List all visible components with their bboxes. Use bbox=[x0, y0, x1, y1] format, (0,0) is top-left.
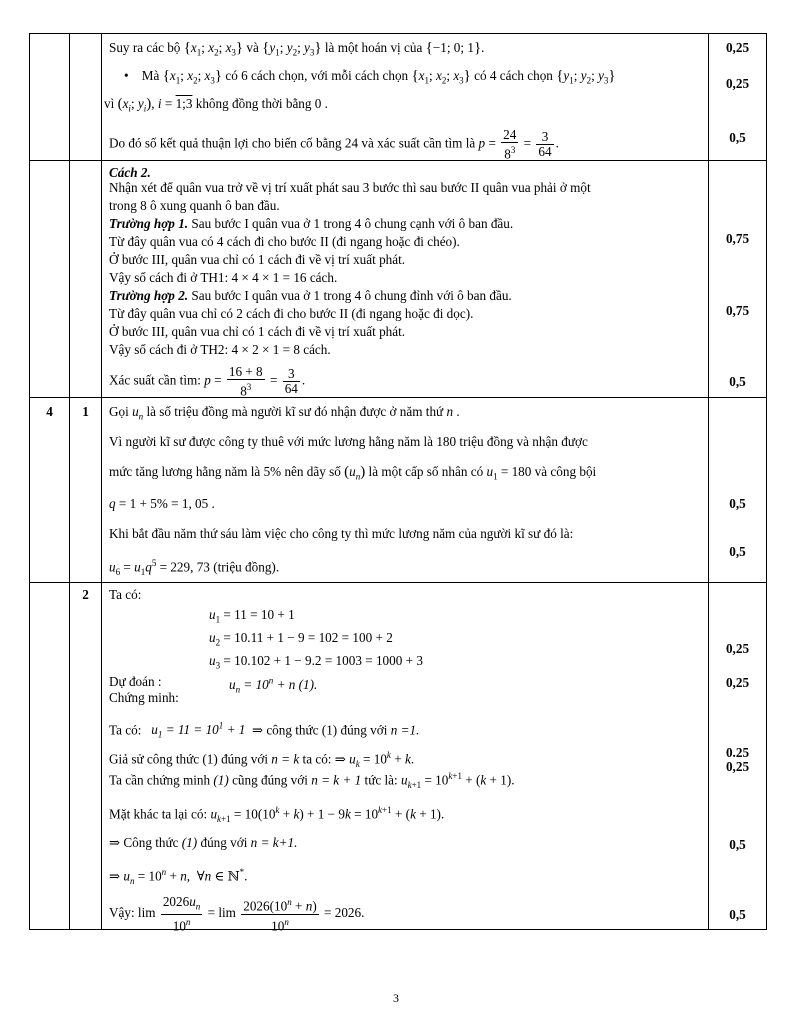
solution-line: vì ($x_i$; $y_i$), i = 1;3 không đồng thời bằng 0 . bbox=[104, 96, 328, 114]
solution-line: trong 8 ô xung quanh ô ban đầu. bbox=[109, 198, 280, 213]
solution-line: Ta có: bbox=[109, 587, 142, 602]
score: 0,5 bbox=[729, 374, 746, 389]
score: 0,25 bbox=[725, 76, 750, 91]
score: 0,25 bbox=[725, 40, 750, 55]
method-title: Cách 2. bbox=[109, 165, 151, 180]
solution-line: Chứng minh: bbox=[109, 690, 179, 705]
solution-line: Suy ra các bộ {$x_1$; $x_2$; $x_3$} và {$y_1$; $y_2$; $y_3$} là một hoán vị của {−1; 0; 1}. bbox=[109, 40, 485, 58]
score: 0,5 bbox=[729, 544, 746, 559]
solution-line: Ta cần chứng minh (1) cũng đúng với n = k + 1 tức là: $u_{k+1} = 10^{k+1} + (k + 1)$. bbox=[109, 771, 515, 791]
score: 0,5 bbox=[729, 907, 746, 922]
part-number: 2 bbox=[82, 587, 89, 602]
solution-line: Mặt khác ta lại có: $u_{k+1} = 10(10^k + k) + 1 - 9k = 10^{k+1} + (k + 1)$. bbox=[109, 805, 445, 825]
solution-line: Vì người kĩ sư được công ty thuê với mức lương hằng năm là 180 triệu đồng và nhận được bbox=[109, 434, 588, 449]
solution-line: $u_2 = 10.11 + 1 - 9 = 102 = 100 + 2$ bbox=[209, 630, 393, 648]
solution-line: Từ đây quân vua có 4 cách đi cho bước II (đi ngang hoặc đi chéo). bbox=[109, 234, 460, 249]
solution-line: $u_1 = 11 = 10 + 1$ bbox=[209, 607, 295, 625]
score: 0,5 bbox=[729, 496, 746, 511]
solution-line: $u_n = 10^n + n$ (1). bbox=[229, 676, 318, 696]
solution-line: Ở bước III, quân vua chỉ có 1 cách đi về vị trí xuất phát. bbox=[109, 252, 406, 267]
solution-line: Vậy: lim $\frac{2026u_n}{10^n}$ = lim $\frac{2026(10^n + n)}{10^n}$ = 2026. bbox=[109, 894, 365, 934]
solution-line: q = 1 + 5% = 1, 05 . bbox=[109, 496, 215, 511]
solution-line: Trường hợp 1. Sau bước I quân vua ở 1 trong 4 ô chung cạnh với ô ban đầu. bbox=[109, 216, 514, 231]
solution-line: Do đó số kết quả thuận lợi cho biến cố bằng 24 và xác suất cần tìm là p = $\frac{24}{8^3}$ = $\frac{3}{64}$ . bbox=[109, 127, 559, 162]
question-number: 4 bbox=[46, 404, 53, 419]
solution-line: $u_6 = u_1q^5 = 229$, 73 (triệu đồng). bbox=[109, 558, 280, 578]
score: 0,5 bbox=[729, 130, 746, 145]
solution-line: Ta có: $u_1 = 11 = 10^1 + 1$ ⇒ công thức (1) đúng với n =1. bbox=[109, 721, 420, 741]
table-row bbox=[30, 583, 767, 930]
solution-line: ⇒ $u_n = 10^n + n$, ∀n ∈ ℕ*. bbox=[109, 867, 248, 887]
solution-line: Vậy số cách đi ở TH2: 4 × 2 × 1 = 8 cách. bbox=[109, 342, 331, 357]
score: 0,25 bbox=[725, 675, 750, 690]
score: 0,25 bbox=[725, 641, 750, 656]
solution-line: Gọi $u_n$ là số triệu đồng mà người kĩ sư đó nhận được ở năm thứ n . bbox=[109, 404, 460, 422]
solution-line: Ở bước III, quân vua chỉ có 1 cách đi về vị trí xuất phát. bbox=[109, 324, 406, 339]
score: 0.25 bbox=[725, 745, 750, 760]
solution-line: Khi bắt đầu năm thứ sáu làm việc cho công ty thì mức lương năm của người kĩ sư đó là: bbox=[109, 526, 574, 541]
solution-line: • Mà {$x_1$; $x_2$; $x_3$} có 6 cách chọn, với mỗi cách chọn {$x_1$; $x_2$; $x_3$} có 4 cách chọn {$y_1$; $y_2$; $y_3$} bbox=[124, 68, 616, 86]
score: 0,5 bbox=[729, 837, 746, 852]
solution-line: Giả sử công thức (1) đúng với n = k ta có: ⇒ $u_k = 10^k + k$. bbox=[109, 750, 415, 770]
solution-line: Vậy số cách đi ở TH1: 4 × 4 × 1 = 16 cách. bbox=[109, 270, 338, 285]
solution-line: Dự đoán : bbox=[109, 674, 162, 689]
solution-line: Từ đây quân vua chỉ có 2 cách đi cho bước II (đi ngang hoặc đi dọc). bbox=[109, 306, 474, 321]
solution-line: $u_3 = 10.102 + 1 - 9.2 = 1003 = 1000 + 3$ bbox=[209, 653, 423, 671]
solution-line: Nhận xét để quân vua trở về vị trí xuất phát sau 3 bước thì sau bước II quân vua phải ở một bbox=[109, 180, 591, 195]
solution-line: Xác suất cần tìm: p = $\frac{16 + 8}{8^3}$ = $\frac{3}{64}$ . bbox=[109, 364, 306, 399]
part-number: 1 bbox=[82, 404, 89, 419]
table-row bbox=[30, 34, 767, 161]
solution-line: ⇒ Công thức (1) đúng với n = k+1. bbox=[109, 835, 298, 850]
table-row bbox=[30, 398, 767, 583]
table-row bbox=[30, 161, 767, 398]
solution-line: mức tăng lương hằng năm là 5% nên dãy số $(u_n)$ là một cấp số nhân có $u_1 = 180$ và công bội bbox=[109, 464, 597, 482]
answer-table bbox=[29, 33, 767, 934]
solution-line: Trường hợp 2. Sau bước I quân vua ở 1 trong 4 ô chung đỉnh với ô ban đầu. bbox=[109, 288, 512, 303]
page-number: 3 bbox=[393, 991, 399, 1005]
score: 0,25 bbox=[725, 759, 750, 774]
score: 0,75 bbox=[725, 231, 750, 246]
score: 0,75 bbox=[725, 303, 750, 318]
